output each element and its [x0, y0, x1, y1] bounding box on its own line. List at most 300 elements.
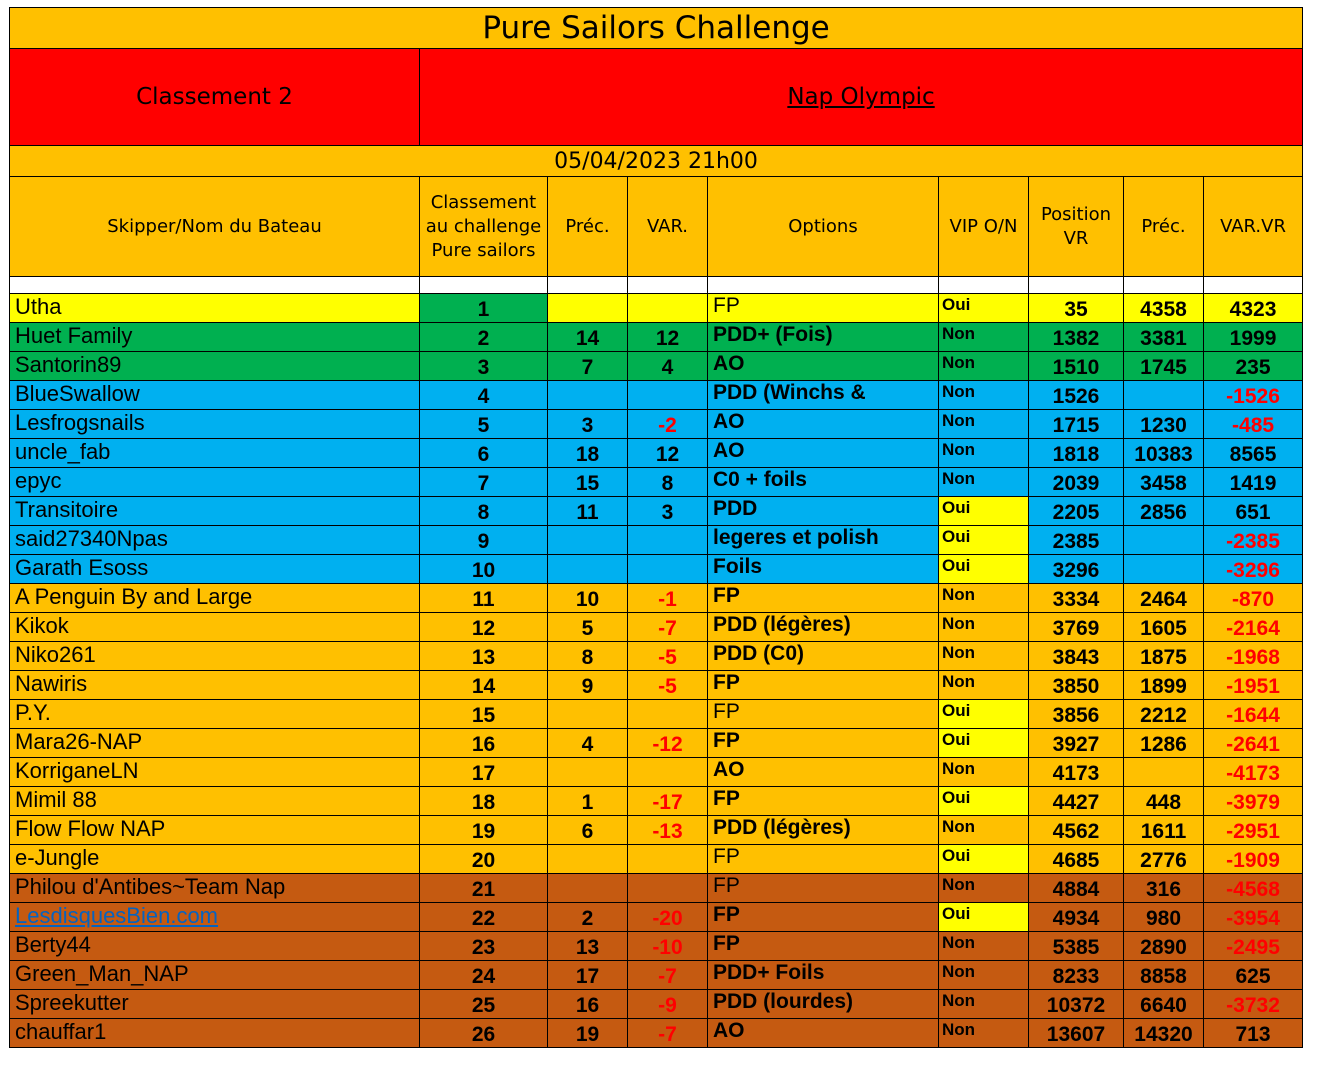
var-cell-text: -17	[652, 791, 683, 814]
rank-cell	[420, 816, 548, 845]
var-cell	[628, 381, 708, 410]
prec-vr-cell	[1124, 439, 1204, 468]
vip-cell	[939, 903, 1029, 932]
vip-cell-text: Oui	[942, 730, 971, 749]
prec-cell	[548, 700, 628, 729]
rank-cell	[420, 497, 548, 526]
var-vr-cell-text: -4568	[1226, 878, 1280, 901]
prec-vr-cell	[1124, 497, 1204, 526]
var-cell	[628, 671, 708, 700]
position-cell	[1029, 845, 1124, 874]
var-cell	[628, 932, 708, 961]
position-cell-text: 4934	[1052, 907, 1100, 930]
prec-vr-cell-text: 980	[1145, 907, 1182, 930]
prec-cell	[548, 555, 628, 584]
var-cell	[628, 526, 708, 555]
skipper-name-text: Nawiris	[15, 671, 88, 696]
table-row	[10, 729, 1303, 758]
prec-vr-cell	[1124, 352, 1204, 381]
prec-cell-text: 4	[581, 733, 594, 756]
options-cell-text: FP	[713, 729, 740, 752]
skipper-name-text: A Penguin By and Large	[15, 584, 253, 609]
options-cell	[708, 352, 939, 381]
vip-cell	[939, 613, 1029, 642]
var-vr-cell	[1204, 381, 1303, 410]
header-skipper: Skipper/Nom du Bateau	[10, 177, 420, 277]
var-vr-cell-text: -1909	[1226, 849, 1280, 872]
options-cell	[708, 990, 939, 1019]
position-cell-text: 10372	[1046, 994, 1106, 1017]
var-cell	[628, 555, 708, 584]
skipper-name-text: Kikok	[15, 613, 69, 638]
classement-label: Classement 2	[10, 49, 420, 146]
rank-cell-text: 25	[471, 994, 496, 1017]
rank-cell-text: 16	[471, 733, 496, 756]
vip-cell	[939, 932, 1029, 961]
var-cell	[628, 816, 708, 845]
skipper-name	[10, 932, 420, 961]
skipper-name	[10, 700, 420, 729]
position-cell	[1029, 961, 1124, 990]
options-cell-text: PDD+ (Fois)	[713, 323, 833, 346]
position-cell-text: 4685	[1052, 849, 1100, 872]
vip-cell-text: Oui	[942, 904, 971, 923]
rank-cell-text: 3	[477, 356, 490, 379]
var-vr-cell	[1204, 526, 1303, 555]
position-cell	[1029, 700, 1124, 729]
prec-vr-cell	[1124, 294, 1204, 323]
var-cell	[628, 642, 708, 671]
options-cell	[708, 700, 939, 729]
options-cell-text: AO	[713, 1019, 745, 1042]
position-cell	[1029, 787, 1124, 816]
var-cell-text: -5	[658, 675, 677, 698]
prec-cell	[548, 961, 628, 990]
rank-cell	[420, 381, 548, 410]
rank-cell-text: 24	[471, 965, 496, 988]
prec-cell-text: 10	[575, 588, 600, 611]
position-cell-text: 2205	[1052, 501, 1100, 524]
prec-vr-cell-text: 2776	[1140, 849, 1187, 872]
position-cell	[1029, 903, 1124, 932]
var-vr-cell	[1204, 671, 1303, 700]
vip-cell-text: Non	[942, 614, 976, 633]
var-vr-cell	[1204, 410, 1303, 439]
var-vr-cell	[1204, 439, 1303, 468]
prec-cell-text: 17	[575, 965, 600, 988]
prec-cell-text: 3	[581, 414, 594, 437]
var-cell	[628, 352, 708, 381]
prec-cell	[548, 294, 628, 323]
options-cell	[708, 845, 939, 874]
event-cell	[420, 49, 1303, 146]
skipper-name-text: Berty44	[15, 932, 91, 957]
var-cell	[628, 323, 708, 352]
prec-cell	[548, 903, 628, 932]
skipper-name-text: Transitoire	[15, 497, 119, 522]
var-cell	[628, 787, 708, 816]
prec-vr-cell	[1124, 468, 1204, 497]
table-row	[10, 816, 1303, 845]
rank-cell-text: 2	[477, 327, 490, 350]
vip-cell-text: Non	[942, 962, 976, 981]
skipper-name-text: Lesfrogsnails	[15, 410, 145, 435]
var-vr-cell-text: -1526	[1226, 385, 1280, 408]
prec-cell-text: 9	[581, 675, 594, 698]
options-cell-text: PDD (légères)	[713, 613, 851, 636]
prec-cell-text: 1	[581, 791, 594, 814]
rank-cell-text: 23	[471, 936, 496, 959]
var-vr-cell-text: -1951	[1226, 675, 1280, 698]
var-vr-cell-text: -2495	[1226, 936, 1280, 959]
skipper-name-text: Utha	[15, 294, 62, 319]
skipper-name	[10, 990, 420, 1019]
vip-cell	[939, 845, 1029, 874]
options-cell-text: AO	[713, 758, 745, 781]
position-cell	[1029, 555, 1124, 584]
standings-sheet	[9, 7, 1302, 1048]
rank-cell	[420, 410, 548, 439]
prec-vr-cell	[1124, 410, 1204, 439]
var-cell	[628, 468, 708, 497]
options-cell	[708, 961, 939, 990]
prec-cell-text: 6	[581, 820, 594, 843]
prec-vr-cell-text: 316	[1145, 878, 1182, 901]
skipper-name	[10, 961, 420, 990]
vip-cell-text: Oui	[942, 295, 971, 314]
var-cell-text: 4	[661, 356, 674, 379]
rank-cell-text: 22	[471, 907, 496, 930]
options-cell	[708, 381, 939, 410]
vip-cell-text: Non	[942, 324, 976, 343]
skipper-name	[10, 816, 420, 845]
rank-cell-text: 6	[477, 443, 490, 466]
vip-cell-text: Oui	[942, 556, 971, 575]
skipper-name	[10, 845, 420, 874]
rank-cell-text: 10	[471, 559, 496, 582]
position-cell	[1029, 758, 1124, 787]
header-vip: VIP O/N	[939, 177, 1029, 277]
options-cell-text: FP	[713, 932, 740, 955]
position-cell-text: 1510	[1052, 356, 1100, 379]
vip-cell	[939, 294, 1029, 323]
position-cell	[1029, 874, 1124, 903]
options-cell	[708, 439, 939, 468]
prec-cell-text: 2	[581, 907, 594, 930]
var-vr-cell-text: -3954	[1226, 907, 1280, 930]
rank-cell-text: 9	[477, 530, 490, 553]
table-row	[10, 758, 1303, 787]
vip-cell	[939, 961, 1029, 990]
table-row	[10, 468, 1303, 497]
prec-vr-cell	[1124, 1019, 1204, 1048]
var-cell	[628, 729, 708, 758]
options-cell	[708, 729, 939, 758]
var-vr-cell-text: 235	[1235, 356, 1271, 379]
prec-cell	[548, 468, 628, 497]
var-cell-text: -7	[658, 1023, 677, 1046]
prec-cell-text: 11	[576, 501, 599, 524]
var-cell	[628, 758, 708, 787]
skipper-name	[10, 729, 420, 758]
skipper-name	[10, 439, 420, 468]
options-cell	[708, 294, 939, 323]
var-vr-cell-text: -3296	[1226, 559, 1280, 582]
vip-cell	[939, 671, 1029, 700]
options-cell-text: PDD (Winchs &	[713, 381, 866, 404]
rank-cell-text: 13	[471, 646, 496, 669]
prec-vr-cell-text: 2856	[1140, 501, 1187, 524]
var-vr-cell	[1204, 613, 1303, 642]
var-vr-cell-text: -2164	[1226, 617, 1280, 640]
var-vr-cell	[1204, 584, 1303, 613]
var-vr-cell-text: -1644	[1226, 704, 1280, 727]
var-vr-cell	[1204, 990, 1303, 1019]
prec-vr-cell-text: 10383	[1134, 443, 1193, 466]
vip-cell	[939, 874, 1029, 903]
position-cell-text: 4427	[1052, 791, 1100, 814]
prec-vr-cell-text: 3381	[1140, 327, 1187, 350]
skipper-name-text: e-Jungle	[15, 845, 100, 870]
vip-cell	[939, 758, 1029, 787]
options-cell	[708, 932, 939, 961]
position-cell	[1029, 932, 1124, 961]
var-cell-text: -20	[652, 907, 683, 930]
var-vr-cell-text: 651	[1235, 501, 1271, 524]
position-cell-text: 1382	[1052, 327, 1100, 350]
rank-cell	[420, 1019, 548, 1048]
var-vr-cell-text: -2385	[1226, 530, 1280, 553]
rank-cell	[420, 468, 548, 497]
rank-cell	[420, 642, 548, 671]
prec-cell	[548, 410, 628, 439]
vip-cell-text: Oui	[942, 527, 971, 546]
position-cell	[1029, 729, 1124, 758]
var-cell-text: 12	[655, 327, 680, 350]
rank-cell-text: 15	[471, 704, 496, 727]
skipper-name-text: Mimil 88	[15, 787, 97, 812]
rank-cell	[420, 845, 548, 874]
var-vr-cell	[1204, 700, 1303, 729]
position-cell	[1029, 526, 1124, 555]
prec-vr-cell	[1124, 874, 1204, 903]
options-cell	[708, 758, 939, 787]
var-cell	[628, 845, 708, 874]
vip-cell-text: Oui	[942, 788, 971, 807]
table-row	[10, 439, 1303, 468]
prec-vr-cell	[1124, 613, 1204, 642]
options-cell-text: FP	[713, 903, 740, 926]
position-cell-text: 3334	[1052, 588, 1100, 611]
rank-cell	[420, 758, 548, 787]
var-vr-cell-text: -485	[1232, 414, 1275, 437]
vip-cell	[939, 352, 1029, 381]
prec-vr-cell	[1124, 555, 1204, 584]
rank-cell-text: 8	[477, 501, 490, 524]
prec-vr-cell-text: 14320	[1134, 1023, 1193, 1046]
skipper-name-text: uncle_fab	[15, 439, 111, 464]
options-cell	[708, 787, 939, 816]
prec-vr-cell	[1124, 323, 1204, 352]
var-vr-cell	[1204, 294, 1303, 323]
skipper-name-text: KorriganeLN	[15, 758, 139, 783]
rank-cell	[420, 729, 548, 758]
table-row	[10, 961, 1303, 990]
rank-cell-text: 21	[471, 878, 496, 901]
options-cell	[708, 468, 939, 497]
var-vr-cell-text: -2641	[1226, 733, 1280, 756]
header-prec: Préc.	[548, 177, 628, 277]
options-cell-text: AO	[713, 410, 745, 433]
vip-cell	[939, 555, 1029, 584]
var-vr-cell-text: 713	[1235, 1023, 1271, 1046]
table-row	[10, 1019, 1303, 1048]
vip-cell-text: Non	[942, 411, 976, 430]
rank-cell	[420, 294, 548, 323]
var-cell	[628, 497, 708, 526]
prec-vr-cell	[1124, 700, 1204, 729]
vip-cell-text: Non	[942, 440, 976, 459]
vip-cell	[939, 816, 1029, 845]
skipper-name-text: epyc	[15, 468, 62, 493]
options-cell-text: Foils	[713, 555, 763, 578]
rank-cell	[420, 700, 548, 729]
skipper-name	[10, 323, 420, 352]
vip-cell-text: Non	[942, 933, 976, 952]
rank-cell	[420, 439, 548, 468]
position-cell-text: 1818	[1052, 443, 1100, 466]
options-cell	[708, 497, 939, 526]
prec-vr-cell-text: 4358	[1140, 298, 1187, 321]
skipper-name-text: Spreekutter	[15, 990, 129, 1015]
prec-vr-cell-text: 2212	[1140, 704, 1187, 727]
rank-cell-text: 4	[477, 385, 490, 408]
position-cell-text: 2039	[1052, 472, 1100, 495]
skipper-name	[10, 584, 420, 613]
prec-cell	[548, 323, 628, 352]
var-cell	[628, 903, 708, 932]
prec-cell-text: 13	[575, 936, 600, 959]
var-cell	[628, 439, 708, 468]
vip-cell	[939, 700, 1029, 729]
skipper-name	[10, 497, 420, 526]
options-cell	[708, 584, 939, 613]
position-cell-text: 5385	[1052, 936, 1100, 959]
vip-cell	[939, 729, 1029, 758]
prec-vr-cell	[1124, 642, 1204, 671]
skipper-name-text: Niko261	[15, 642, 96, 667]
options-cell-text: FP	[713, 671, 740, 694]
prec-cell	[548, 497, 628, 526]
options-cell	[708, 613, 939, 642]
options-cell	[708, 410, 939, 439]
vip-cell-text: Oui	[942, 498, 971, 517]
vip-cell-text: Non	[942, 353, 976, 372]
vip-cell	[939, 381, 1029, 410]
var-vr-cell	[1204, 903, 1303, 932]
vip-cell-text: Oui	[942, 701, 971, 720]
rank-cell	[420, 584, 548, 613]
var-vr-cell	[1204, 758, 1303, 787]
skipper-link[interactable]: LesdisquesBien.com	[15, 903, 219, 928]
rank-cell	[420, 990, 548, 1019]
skipper-name	[10, 642, 420, 671]
var-vr-cell	[1204, 642, 1303, 671]
vip-cell-text: Non	[942, 817, 976, 836]
skipper-name-text: said27340Npas	[15, 526, 168, 551]
table-row	[10, 932, 1303, 961]
skipper-name-text: Flow Flow NAP	[15, 816, 166, 841]
table-row	[10, 584, 1303, 613]
vip-cell	[939, 990, 1029, 1019]
options-cell-text: PDD+ Foils	[713, 961, 825, 984]
vip-cell	[939, 497, 1029, 526]
prec-vr-cell-text: 1745	[1140, 356, 1187, 379]
skipper-name	[10, 787, 420, 816]
var-vr-cell	[1204, 932, 1303, 961]
var-vr-cell-text: 8565	[1229, 443, 1277, 466]
table-row	[10, 613, 1303, 642]
spacer-row	[10, 277, 1303, 294]
rank-cell	[420, 932, 548, 961]
var-vr-cell	[1204, 729, 1303, 758]
var-vr-cell	[1204, 497, 1303, 526]
skipper-name	[10, 526, 420, 555]
skipper-name	[10, 874, 420, 903]
position-cell-text: 4173	[1052, 762, 1100, 785]
var-cell-text: -10	[652, 936, 683, 959]
event-link[interactable]: Nap Olympic	[787, 84, 935, 110]
skipper-name-text: P.Y.	[15, 700, 51, 725]
var-cell	[628, 584, 708, 613]
prec-cell	[548, 584, 628, 613]
vip-cell-text: Non	[942, 643, 976, 662]
prec-cell	[548, 381, 628, 410]
table-row	[10, 555, 1303, 584]
var-cell-text: -2	[658, 414, 677, 437]
options-cell-text: AO	[713, 439, 745, 462]
skipper-name	[10, 381, 420, 410]
table-row	[10, 787, 1303, 816]
position-cell	[1029, 352, 1124, 381]
header-var-vr: VAR.VR	[1204, 177, 1303, 277]
options-cell-text: PDD (légères)	[713, 816, 851, 839]
rank-cell-text: 17	[471, 762, 496, 785]
prec-cell-text: 5	[581, 617, 594, 640]
prec-cell	[548, 352, 628, 381]
header-position: Position VR	[1029, 177, 1124, 277]
vip-cell	[939, 642, 1029, 671]
rank-cell	[420, 787, 548, 816]
table-row	[10, 526, 1303, 555]
rank-cell	[420, 323, 548, 352]
prec-vr-cell-text: 8858	[1140, 965, 1187, 988]
prec-cell	[548, 613, 628, 642]
prec-cell	[548, 526, 628, 555]
skipper-name	[10, 758, 420, 787]
options-cell	[708, 671, 939, 700]
vip-cell-text: Non	[942, 1020, 976, 1039]
table-row	[10, 410, 1303, 439]
rank-cell-text: 7	[477, 472, 490, 495]
options-cell-text: C0 + foils	[713, 468, 807, 491]
header-options: Options	[708, 177, 939, 277]
var-vr-cell-text: -4173	[1226, 762, 1280, 785]
vip-cell-text: Non	[942, 759, 976, 778]
prec-vr-cell	[1124, 758, 1204, 787]
var-vr-cell	[1204, 468, 1303, 497]
skipper-name-text: Huet Family	[15, 323, 133, 348]
